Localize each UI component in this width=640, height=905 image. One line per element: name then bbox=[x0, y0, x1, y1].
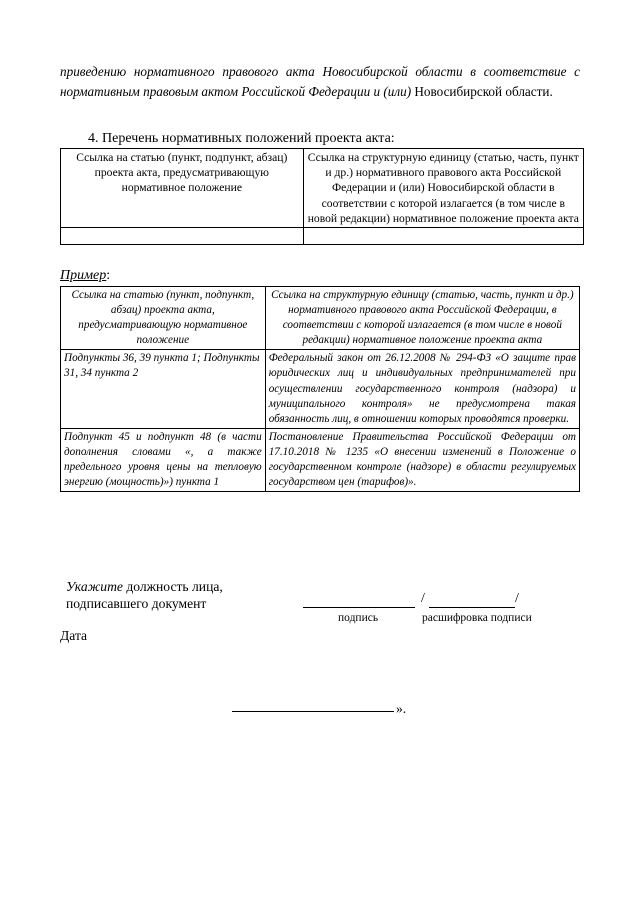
table-header-row bbox=[61, 287, 580, 350]
signature-line bbox=[303, 607, 415, 608]
signatory-line1-text: должность лица, bbox=[122, 579, 223, 594]
table-cell: Подпункты 36, 39 пункта 1; Подпункты 31, 34 пункта 2 bbox=[61, 350, 266, 428]
table-header-cell: Ссылка на структурную единицу (статью, часть, пункт и др.) нормативного правового акта Российской Федерации, в соответствии с которой излагается (в том числе в новой редакции) нормативное положение проекта акта bbox=[265, 287, 579, 350]
signature-caption: подпись bbox=[338, 612, 379, 624]
table-header-cell: Ссылка на статью (пункт, подпункт, абзац) проекта акта, предусматривающую нормативное положение bbox=[61, 287, 266, 350]
date-label: Дата bbox=[60, 628, 88, 643]
example-label: Пример bbox=[60, 268, 107, 283]
table-header-row bbox=[61, 149, 584, 228]
signatory-label bbox=[66, 578, 223, 612]
table-cell: Подпункт 45 и подпункт 48 (в части дополнения словами «, а также предельного уровня цены на тепловую энергию (мощность)») пункта 1 bbox=[61, 428, 266, 491]
example-colon: : bbox=[106, 268, 111, 283]
intro-normal-text: Новосибирской области. bbox=[414, 84, 553, 99]
table-cell-empty bbox=[303, 228, 583, 245]
table-header-cell: Ссылка на структурную единицу (статью, часть, пункт и др.) нормативного правового акта Российской Федерации и (или) Новосибирской области в соответствии с которой излагается (в том числе в новой редакции) нормативное положение проекта акта bbox=[303, 149, 583, 228]
table-header-cell: Ссылка на статью (пункт, подпункт, абзац) проекта акта, предусматривающую нормативное положение bbox=[61, 149, 304, 228]
decode-caption: расшифровка подписи bbox=[422, 612, 532, 624]
table-row bbox=[61, 428, 580, 491]
slash-left: / bbox=[421, 591, 425, 606]
decode-line bbox=[429, 607, 515, 608]
intro-italic-text: приведению нормативного правового акта Новосибирской области в соответствие с нормативным правовым актом Российской Федерации и (или) bbox=[60, 64, 580, 99]
provisions-table bbox=[60, 148, 584, 245]
table-cell-empty bbox=[61, 228, 304, 245]
table-cell: Постановление Правительства Российской Федерации от 17.10.2018 № 1235 «О внесении изменений в Положение о государственном контроле (надзоре) в области регулируемых государством цен (тарифов)». bbox=[265, 428, 579, 491]
signatory-line2-text: подписавшего документ bbox=[66, 596, 207, 611]
bottom-blank-line bbox=[232, 711, 394, 712]
table-row-empty bbox=[61, 228, 584, 245]
intro-paragraph bbox=[60, 62, 580, 102]
section-title: 4. Перечень нормативных положений проекта акта: bbox=[88, 131, 395, 146]
table-cell: Федеральный закон от 26.12.2008 № 294-ФЗ «О защите прав юридических лиц и индивидуальных предпринимателей при осуществлении государственного контроля (надзора) и муниципального контроля» не предусмотрена такая обязанность лиц, в отношении которых проводятся проверки. bbox=[265, 350, 579, 428]
example-heading bbox=[60, 268, 110, 284]
example-table bbox=[60, 286, 580, 492]
closing-quote: ». bbox=[396, 701, 407, 716]
slash-right: / bbox=[515, 591, 519, 606]
signatory-italic-word: Укажите bbox=[66, 579, 123, 594]
table-row bbox=[61, 350, 580, 428]
